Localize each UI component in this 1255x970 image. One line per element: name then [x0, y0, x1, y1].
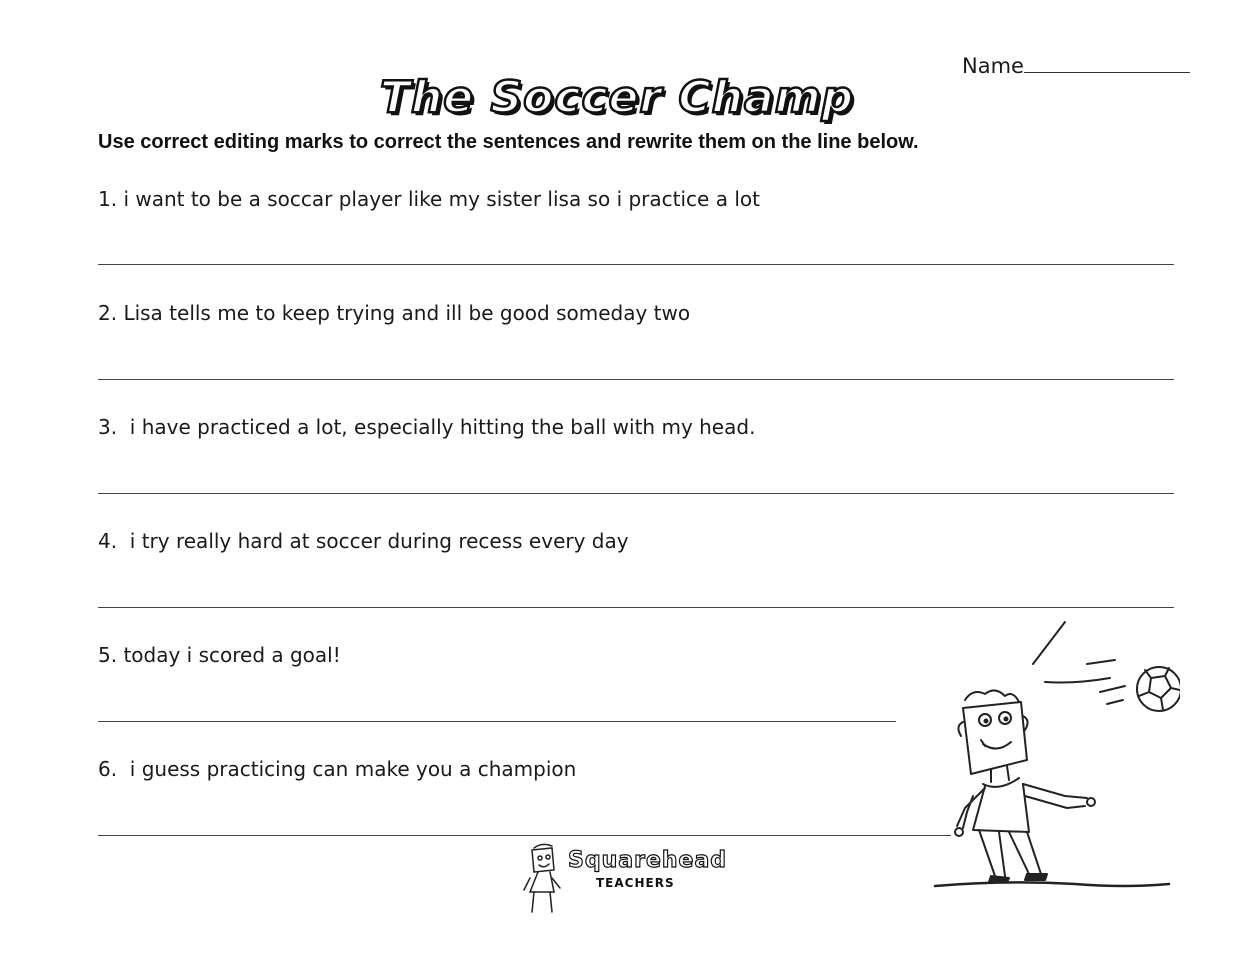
sentence-item-6: 6. i guess practicing can make you a champion [98, 757, 577, 781]
answer-line-6[interactable] [98, 835, 951, 836]
answer-line-4[interactable] [98, 607, 1174, 608]
sentence-item-4: 4. i try really hard at soccer during recess every day [98, 529, 629, 553]
answer-line-2[interactable] [98, 379, 1174, 380]
soccer-player-drawing-icon [925, 612, 1180, 897]
sentence-item-5: 5. today i scored a goal! [98, 643, 341, 667]
squarehead-teachers-logo [520, 842, 730, 914]
answer-line-3[interactable] [98, 493, 1174, 494]
answer-line-1[interactable] [98, 264, 1174, 265]
answer-line-5[interactable] [98, 721, 896, 722]
squarehead-mascot-icon [520, 842, 566, 914]
name-field[interactable] [962, 52, 1190, 78]
sentence-item-2: 2. Lisa tells me to keep trying and ill be good someday two [98, 301, 691, 325]
worksheet-title: The Soccer Champ [379, 72, 855, 123]
logo-brand-text: Squarehead [568, 848, 728, 873]
name-label: Name [962, 54, 1024, 78]
logo-sub-text: TEACHERS [596, 876, 675, 890]
sentence-item-3: 3. i have practiced a lot, especially hitting the ball with my head. [98, 415, 756, 439]
instructions-text: Use correct editing marks to correct the sentences and rewrite them on the line below. [98, 131, 919, 153]
name-blank-line[interactable] [1024, 52, 1190, 73]
sentence-item-1: 1. i want to be a soccar player like my sister lisa so i practice a lot [98, 187, 760, 211]
